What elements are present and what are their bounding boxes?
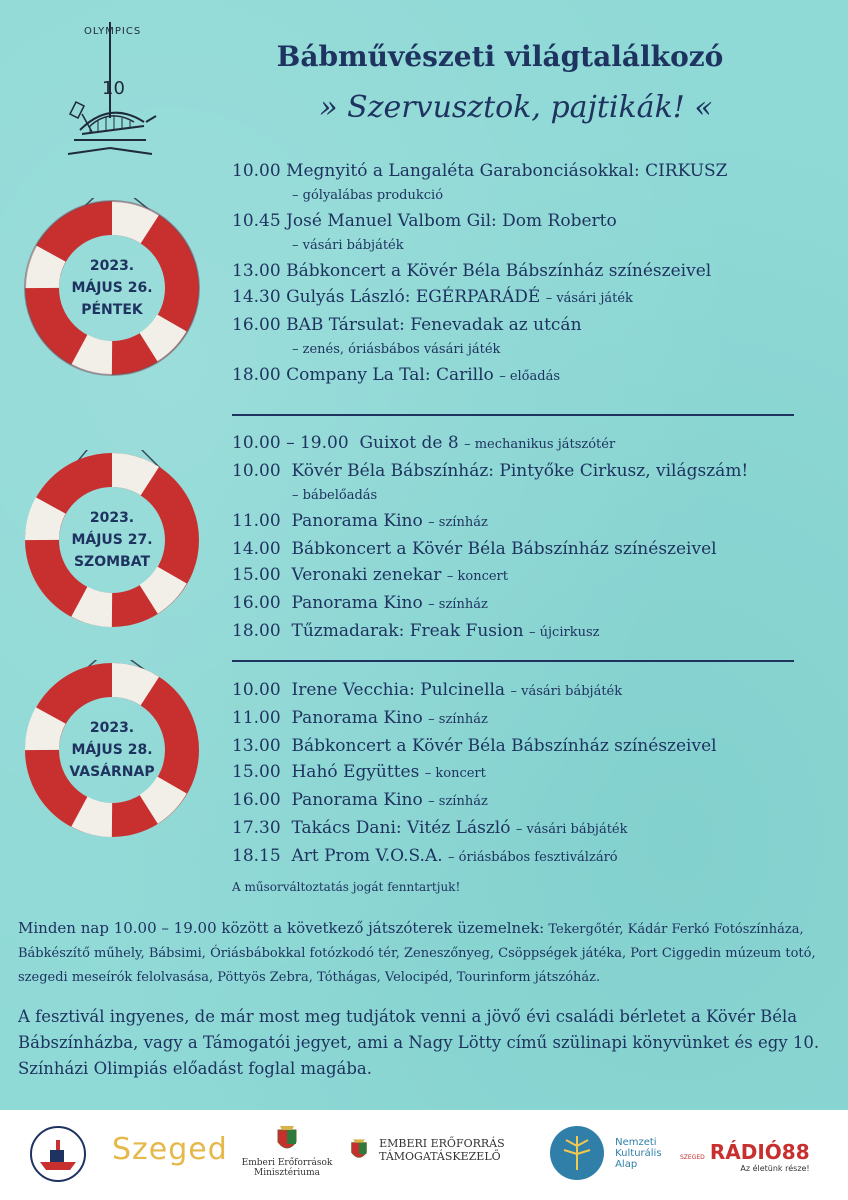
emet-line-2: TÁMOGATÁSKEZELŐ bbox=[379, 1150, 501, 1163]
event-title: Megnyitó a Langaléta Garabonciásokkal: CIRKUSZ bbox=[286, 161, 728, 181]
event-title: BAB Társulat: Fenevadak az utcán bbox=[286, 315, 582, 335]
event-time: 18.15 bbox=[232, 846, 281, 866]
event-row bbox=[232, 843, 832, 871]
playground-info bbox=[18, 916, 834, 990]
event-subtitle: – bábelőadás bbox=[292, 488, 378, 503]
olympics-logo bbox=[60, 22, 160, 162]
date-weekday: SZOMBAT bbox=[73, 554, 151, 570]
radio-tagline: Az életünk része! bbox=[740, 1164, 810, 1173]
date-year: 2023. bbox=[89, 510, 135, 526]
date-day: MÁJUS 28. bbox=[71, 742, 153, 758]
event-title: Panorama Kino bbox=[291, 708, 423, 728]
nka-logo bbox=[548, 1124, 662, 1182]
radio-small: SZEGED bbox=[680, 1154, 705, 1161]
event-title: Kövér Béla Bábszínház: Pintyőke Cirkusz, világszám! bbox=[291, 461, 749, 481]
page-title: Bábművészeti világtalálkozó bbox=[276, 40, 724, 73]
event-desc: – újcirkusz bbox=[529, 625, 600, 640]
event-title: Panorama Kino bbox=[291, 593, 423, 613]
event-time: 10.00 – 19.00 bbox=[232, 433, 349, 453]
event-title: Hahó Együttes bbox=[291, 762, 420, 782]
event-desc: – színház bbox=[428, 597, 488, 612]
event-desc: – színház bbox=[428, 515, 488, 530]
event-title: Art Prom V.O.S.A. bbox=[291, 846, 443, 866]
disclaimer: A műsorváltoztatás jogát fenntartjuk! bbox=[232, 880, 461, 894]
playground-info-lead: Minden nap 10.00 – 19.00 között a következő játszóterek üzemelnek: bbox=[18, 919, 545, 937]
event-time: 16.00 bbox=[232, 593, 281, 613]
event-row bbox=[232, 284, 832, 312]
nka-line-2: Kulturális bbox=[615, 1147, 662, 1159]
event-title: Bábkoncert a Kövér Béla Bábszínház színészeivel bbox=[291, 736, 717, 756]
event-row bbox=[232, 312, 832, 338]
event-title: Company La Tal: Carillo bbox=[286, 365, 494, 385]
date-day: MÁJUS 27. bbox=[71, 532, 153, 548]
kover-bela-logo bbox=[28, 1124, 88, 1188]
emmi-line-1: Emberi Erőforrások bbox=[241, 1158, 333, 1168]
event-time: 10.00 bbox=[232, 680, 281, 700]
radio88-logo bbox=[680, 1140, 810, 1173]
event-time: 14.00 bbox=[232, 539, 281, 559]
divider bbox=[232, 414, 794, 416]
festival-info: A fesztivál ingyenes, de már most meg tudjátok venni a jövő évi családi bérletet a Kövér Béla Bábszínházba, vagy a Támogatói jegyet, ami a Nagy Lötty című szülinapi könyvünket és egy 10. Színházi Olimpiás előadást foglal magába. bbox=[18, 1007, 820, 1078]
playground-info-list: Tekergőtér, Kádár Ferkó Fotószínháza, Bábkészítő műhely, Bábsimi, Óriásbábokkal fotózkodó tér, Zeneszőnyeg, Csöppségek játéka, Port Ciggedin múzeum totó, szegedi meseírók felolvasása, Pöttyös Zebra, Tóthágas, Velocipéd, Tourinform játszóház. bbox=[18, 922, 816, 985]
event-desc: – koncert bbox=[424, 766, 486, 781]
event-title: José Manuel Valbom Gil: Dom Roberto bbox=[286, 211, 617, 231]
event-subtitle: – gólyalábas produkció bbox=[292, 188, 444, 203]
event-subtitle: – zenés, óriásbábos vásári játék bbox=[292, 342, 501, 357]
event-title: Tűzmadarak: Freak Fusion bbox=[291, 621, 524, 641]
event-row bbox=[232, 536, 832, 562]
tree-emblem-icon bbox=[548, 1124, 606, 1182]
emmi-line-2: Minisztériuma bbox=[254, 1168, 320, 1178]
date-day: MÁJUS 26. bbox=[71, 280, 153, 296]
event-desc: – mechanikus játszótér bbox=[464, 437, 616, 452]
event-row bbox=[232, 590, 832, 618]
event-time: 11.00 bbox=[232, 708, 281, 728]
event-time: 18.00 bbox=[232, 365, 281, 385]
event-time: 14.30 bbox=[232, 287, 281, 307]
event-desc: – vásári játék bbox=[545, 291, 633, 306]
date-year: 2023. bbox=[89, 258, 135, 274]
schedule-day-2 bbox=[232, 430, 832, 646]
event-row bbox=[232, 705, 832, 733]
emmi-logo bbox=[232, 1124, 342, 1178]
event-desc: – óriásbábos fesztiválzáró bbox=[448, 850, 618, 865]
event-row bbox=[232, 362, 832, 390]
event-time: 13.00 bbox=[232, 261, 281, 281]
date-year: 2023. bbox=[89, 720, 135, 736]
event-title: Takács Dani: Vitéz László bbox=[291, 818, 511, 838]
page-subtitle: » Szervusztok, pajtikák! « bbox=[319, 90, 713, 125]
event-desc: – előadás bbox=[499, 369, 560, 384]
divider bbox=[232, 660, 794, 662]
event-time: 17.30 bbox=[232, 818, 281, 838]
event-time: 16.00 bbox=[232, 790, 281, 810]
olympics-number: 10 bbox=[102, 78, 125, 99]
event-title: Panorama Kino bbox=[291, 511, 423, 531]
event-desc: – színház bbox=[428, 712, 488, 727]
event-row bbox=[232, 158, 832, 184]
event-row bbox=[232, 618, 832, 646]
event-time: 10.45 bbox=[232, 211, 281, 231]
event-time: 15.00 bbox=[232, 762, 281, 782]
sponsor-footer bbox=[0, 1110, 848, 1200]
event-row bbox=[232, 815, 832, 843]
event-desc: – színház bbox=[428, 794, 488, 809]
event-row bbox=[232, 733, 832, 759]
event-row bbox=[232, 562, 832, 590]
event-desc: – vásári bábjáték bbox=[515, 822, 628, 837]
date-weekday: PÉNTEK bbox=[81, 302, 143, 318]
event-row bbox=[232, 677, 832, 705]
szeged-wordmark: Szeged bbox=[112, 1132, 228, 1167]
event-title: Bábkoncert a Kövér Béla Bábszínház színészeivel bbox=[286, 261, 712, 281]
life-ring-day-1 bbox=[22, 198, 202, 378]
event-subtitle: – vásári bábjáték bbox=[292, 238, 404, 253]
schedule-day-3 bbox=[232, 677, 832, 871]
ship-emblem-icon bbox=[28, 1124, 88, 1184]
radio-brand: RÁDIÓ88 bbox=[709, 1140, 810, 1164]
event-title: Guixot de 8 bbox=[359, 433, 459, 453]
nka-line-3: Alap bbox=[615, 1158, 638, 1170]
life-ring-day-2 bbox=[22, 450, 202, 630]
szeged-logo bbox=[112, 1132, 228, 1167]
event-time: 10.00 bbox=[232, 161, 281, 181]
event-time: 11.00 bbox=[232, 511, 281, 531]
event-time: 13.00 bbox=[232, 736, 281, 756]
event-row bbox=[232, 759, 832, 787]
date-weekday: VASÁRNAP bbox=[69, 764, 155, 780]
olympics-text: OLYMPICS bbox=[84, 26, 142, 37]
event-title: Panorama Kino bbox=[291, 790, 423, 810]
event-row bbox=[232, 208, 832, 234]
life-ring-day-3 bbox=[22, 660, 202, 840]
event-row bbox=[232, 258, 832, 284]
event-title: Bábkoncert a Kövér Béla Bábszínház színészeivel bbox=[291, 539, 717, 559]
event-time: 18.00 bbox=[232, 621, 281, 641]
emet-logo bbox=[350, 1136, 505, 1164]
event-row bbox=[232, 458, 832, 484]
hungarian-coat-of-arms-icon bbox=[276, 1124, 298, 1154]
event-desc: – vásári bábjáték bbox=[510, 684, 623, 699]
event-time: 10.00 bbox=[232, 461, 281, 481]
event-time: 16.00 bbox=[232, 315, 281, 335]
event-title: Irene Vecchia: Pulcinella bbox=[291, 680, 506, 700]
event-row bbox=[232, 508, 832, 536]
event-row bbox=[232, 787, 832, 815]
schedule-day-1 bbox=[232, 158, 832, 390]
emet-line-1: EMBERI ERŐFORRÁS bbox=[379, 1137, 505, 1150]
event-row bbox=[232, 430, 832, 458]
hungarian-coat-of-arms-icon bbox=[350, 1136, 368, 1164]
event-time: 15.00 bbox=[232, 565, 281, 585]
event-title: Gulyás László: EGÉRPARÁDÉ bbox=[286, 287, 541, 307]
event-title: Veronaki zenekar bbox=[291, 565, 442, 585]
event-desc: – koncert bbox=[446, 569, 508, 584]
nka-line-1: Nemzeti bbox=[615, 1136, 657, 1148]
